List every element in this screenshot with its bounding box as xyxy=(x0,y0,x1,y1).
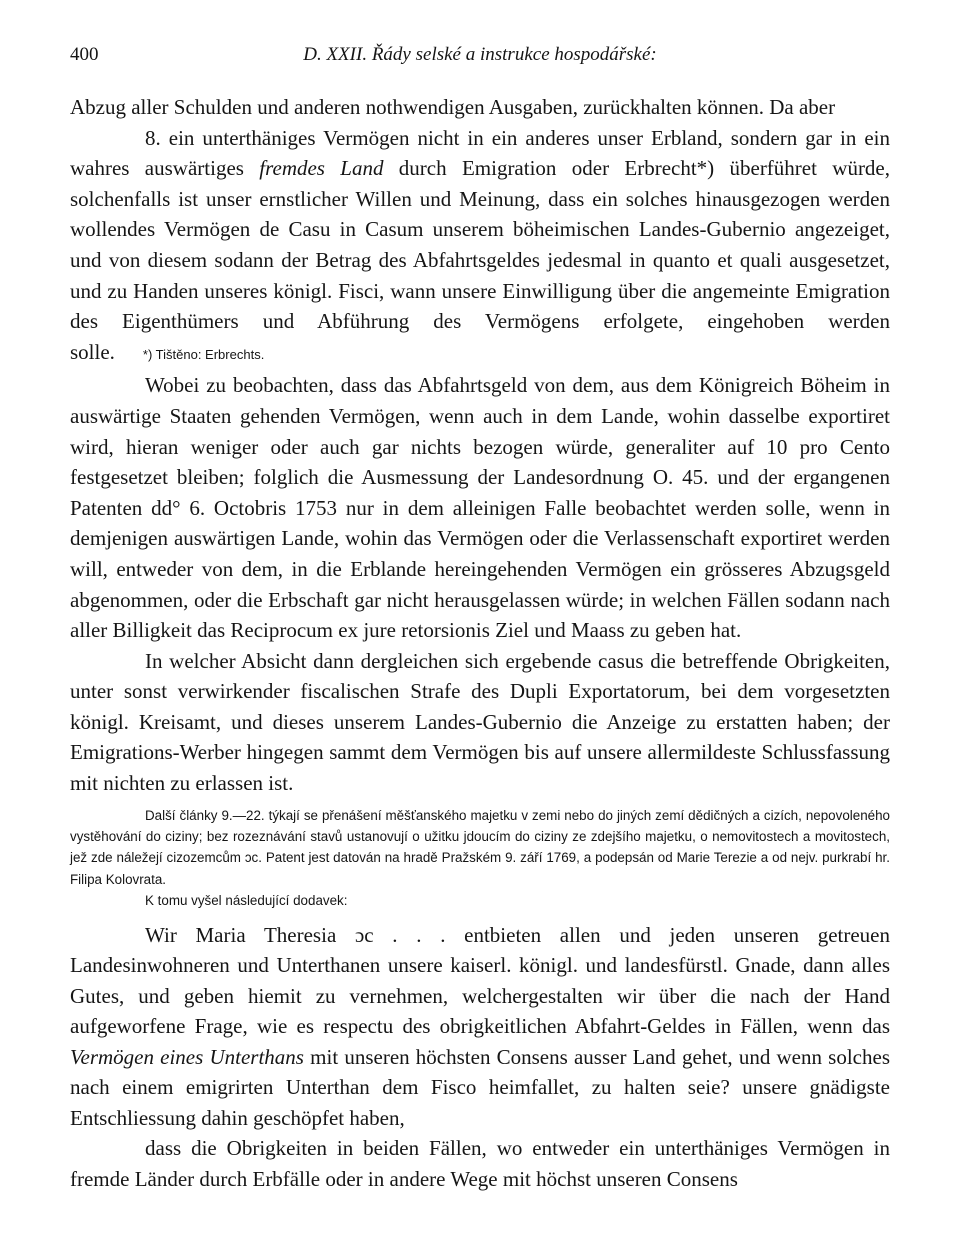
note-text: K tomu vyšel následující dodavek: xyxy=(145,893,348,909)
paragraph-absicht xyxy=(70,646,890,799)
paragraph-text: Wir Maria Theresia ɔc . . . entbieten allen und jeden unseren getreuen Landesinwohneren und Unterthanen unsere kaiserl. königl. und landesfürstl. Gnade, dann alles Gutes, und geben hiemit zu vernehmen, welchergestalten wir über die nach der Hand aufgeworfene Frage, wie es respectu des obrigkeitlichen Abfahrt-Geldes in Fällen, wenn das xyxy=(70,922,890,1039)
editorial-note-addendum xyxy=(70,890,890,911)
paragraph-continuation xyxy=(70,92,890,123)
paragraph-decree xyxy=(70,920,890,1134)
paragraph-text: Wobei zu beobachten, dass das Abfahrtsgeld von dem, aus dem Königreich Böheim in auswärtige Staaten gehenden Vermögen, wenn auch in dem Lande, wohin dasselbe exportiret wird, hieran weniger oder auch gar nichts bezogen würde, generaliter auf 10 pro Cento festgesetzet bleiben; folglich die Ausmessung der Landesordnung O. 45. und der ergangenen Patenten dd° 6. Octobris 1753 nur in dem alleinigen Falle beobachtet werden solle, wenn in demjenigen auswärtigen Lande, wohin das Vermögen oder die Verlassenschaft exportiret werden will, entweder von dem, in die Erblande hereingehenden Vermögen ein grösseres Abzugsgeld abgenommen, oder die Erbschaft gar nicht herausgelassen würde; in welchen Fällen sodann nach aller Billigkeit das Reciprocum ex jure retorsionis Ziel und Maass zu geben hat. xyxy=(70,373,890,643)
paragraph-text: durch Emigration oder Erbrecht*) überführet würde, solchenfalls ist unser ernstlicher Willen und Meinung, dass ein solches hinausgezogen werden wollendes Vermögen de Casu in Casum unserem böheimischen Landes-Gubernio angezeiget, und von diesem sodann der Betrag des Abfahrtsgeldes jedesmal in quanto et quali ausgesetzet, und zu Handen unseres königl. Fisci, wann unsere Einwilligung über die angemeinte Emigration des Eigenthümers und Abführung des Vermögens erfolgete, eingehoben werden solle. xyxy=(70,156,891,364)
paragraph-decree-continued xyxy=(70,1133,890,1194)
page-body xyxy=(70,92,890,1194)
page-number: 400 xyxy=(70,44,99,65)
note-text: Další články 9.—22. týkají se přenášení měšťanského majetku v zemi nebo do jiných zemí dědičných a cizích, nepovoleného vystěhování do ciziny; bez rozeznávání stavů ustanovují o užitku jdoucím do ciziny ze zdejšího majetku, o nemovitostech a movitostech, jež zde náležejí cizozemcům ɔc. Patent jest datován na hradě Pražském 9. září 1769, a podepsán od Marie Terezie a od nejv. purkrabí hr. Filipa Kolovrata. xyxy=(70,807,890,887)
running-head: D. XXII. Řády selské a instrukce hospodářské: xyxy=(303,44,657,65)
emphasis-text: Vermögen eines Unterthans xyxy=(70,1044,304,1069)
editorial-note xyxy=(70,805,890,891)
paragraph-wobei xyxy=(70,370,890,645)
paragraph-text: mit unseren höchsten Consens ausser Land gehet, und wenn solches nach einem emigrirten Unterthan dem Fisco heimfallet, zu halten seie? unsere gnädigste Entschliessung dahin geschöpfet haben, xyxy=(70,1044,890,1130)
paragraph-text: dass die Obrigkeiten in beiden Fällen, wo entweder ein unterthäniges Vermögen in fremde Länder durch Erbfälle oder in andere Wege mit höchst unseren Consens xyxy=(70,1136,890,1191)
emphasis-text: fremdes Land xyxy=(259,156,384,181)
paragraph-text: 8. ein unterthäniges Vermögen nicht in ein anderes unser Erbland, sondern gar in ein wahres auswärtiges xyxy=(70,125,890,181)
paragraph-text: Abzug aller Schulden und anderen nothwendigen Ausgaben, zurückhalten können. Da aber xyxy=(70,95,836,119)
inline-footnote: *) Tištěno: Erbrechts. xyxy=(142,346,265,362)
paragraph-article-8 xyxy=(70,123,890,371)
page-header xyxy=(70,44,890,74)
paragraph-text: In welcher Absicht dann dergleichen sich ergebende casus die betreffende Obrigkeiten, unter sonst verwirkender fiscalischen Strafe des Dupli Exportatorum, bei dem vorgesetzten königl. Kreisamt, und dieses unserem Landes-Gubernio die Anzeige zu erstatten haben; der Emigrations-Werber hingegen sammt dem Vermögen bis auf unsere allermildeste Schlussfassung mit nichten zu erlassen ist. xyxy=(70,648,890,796)
